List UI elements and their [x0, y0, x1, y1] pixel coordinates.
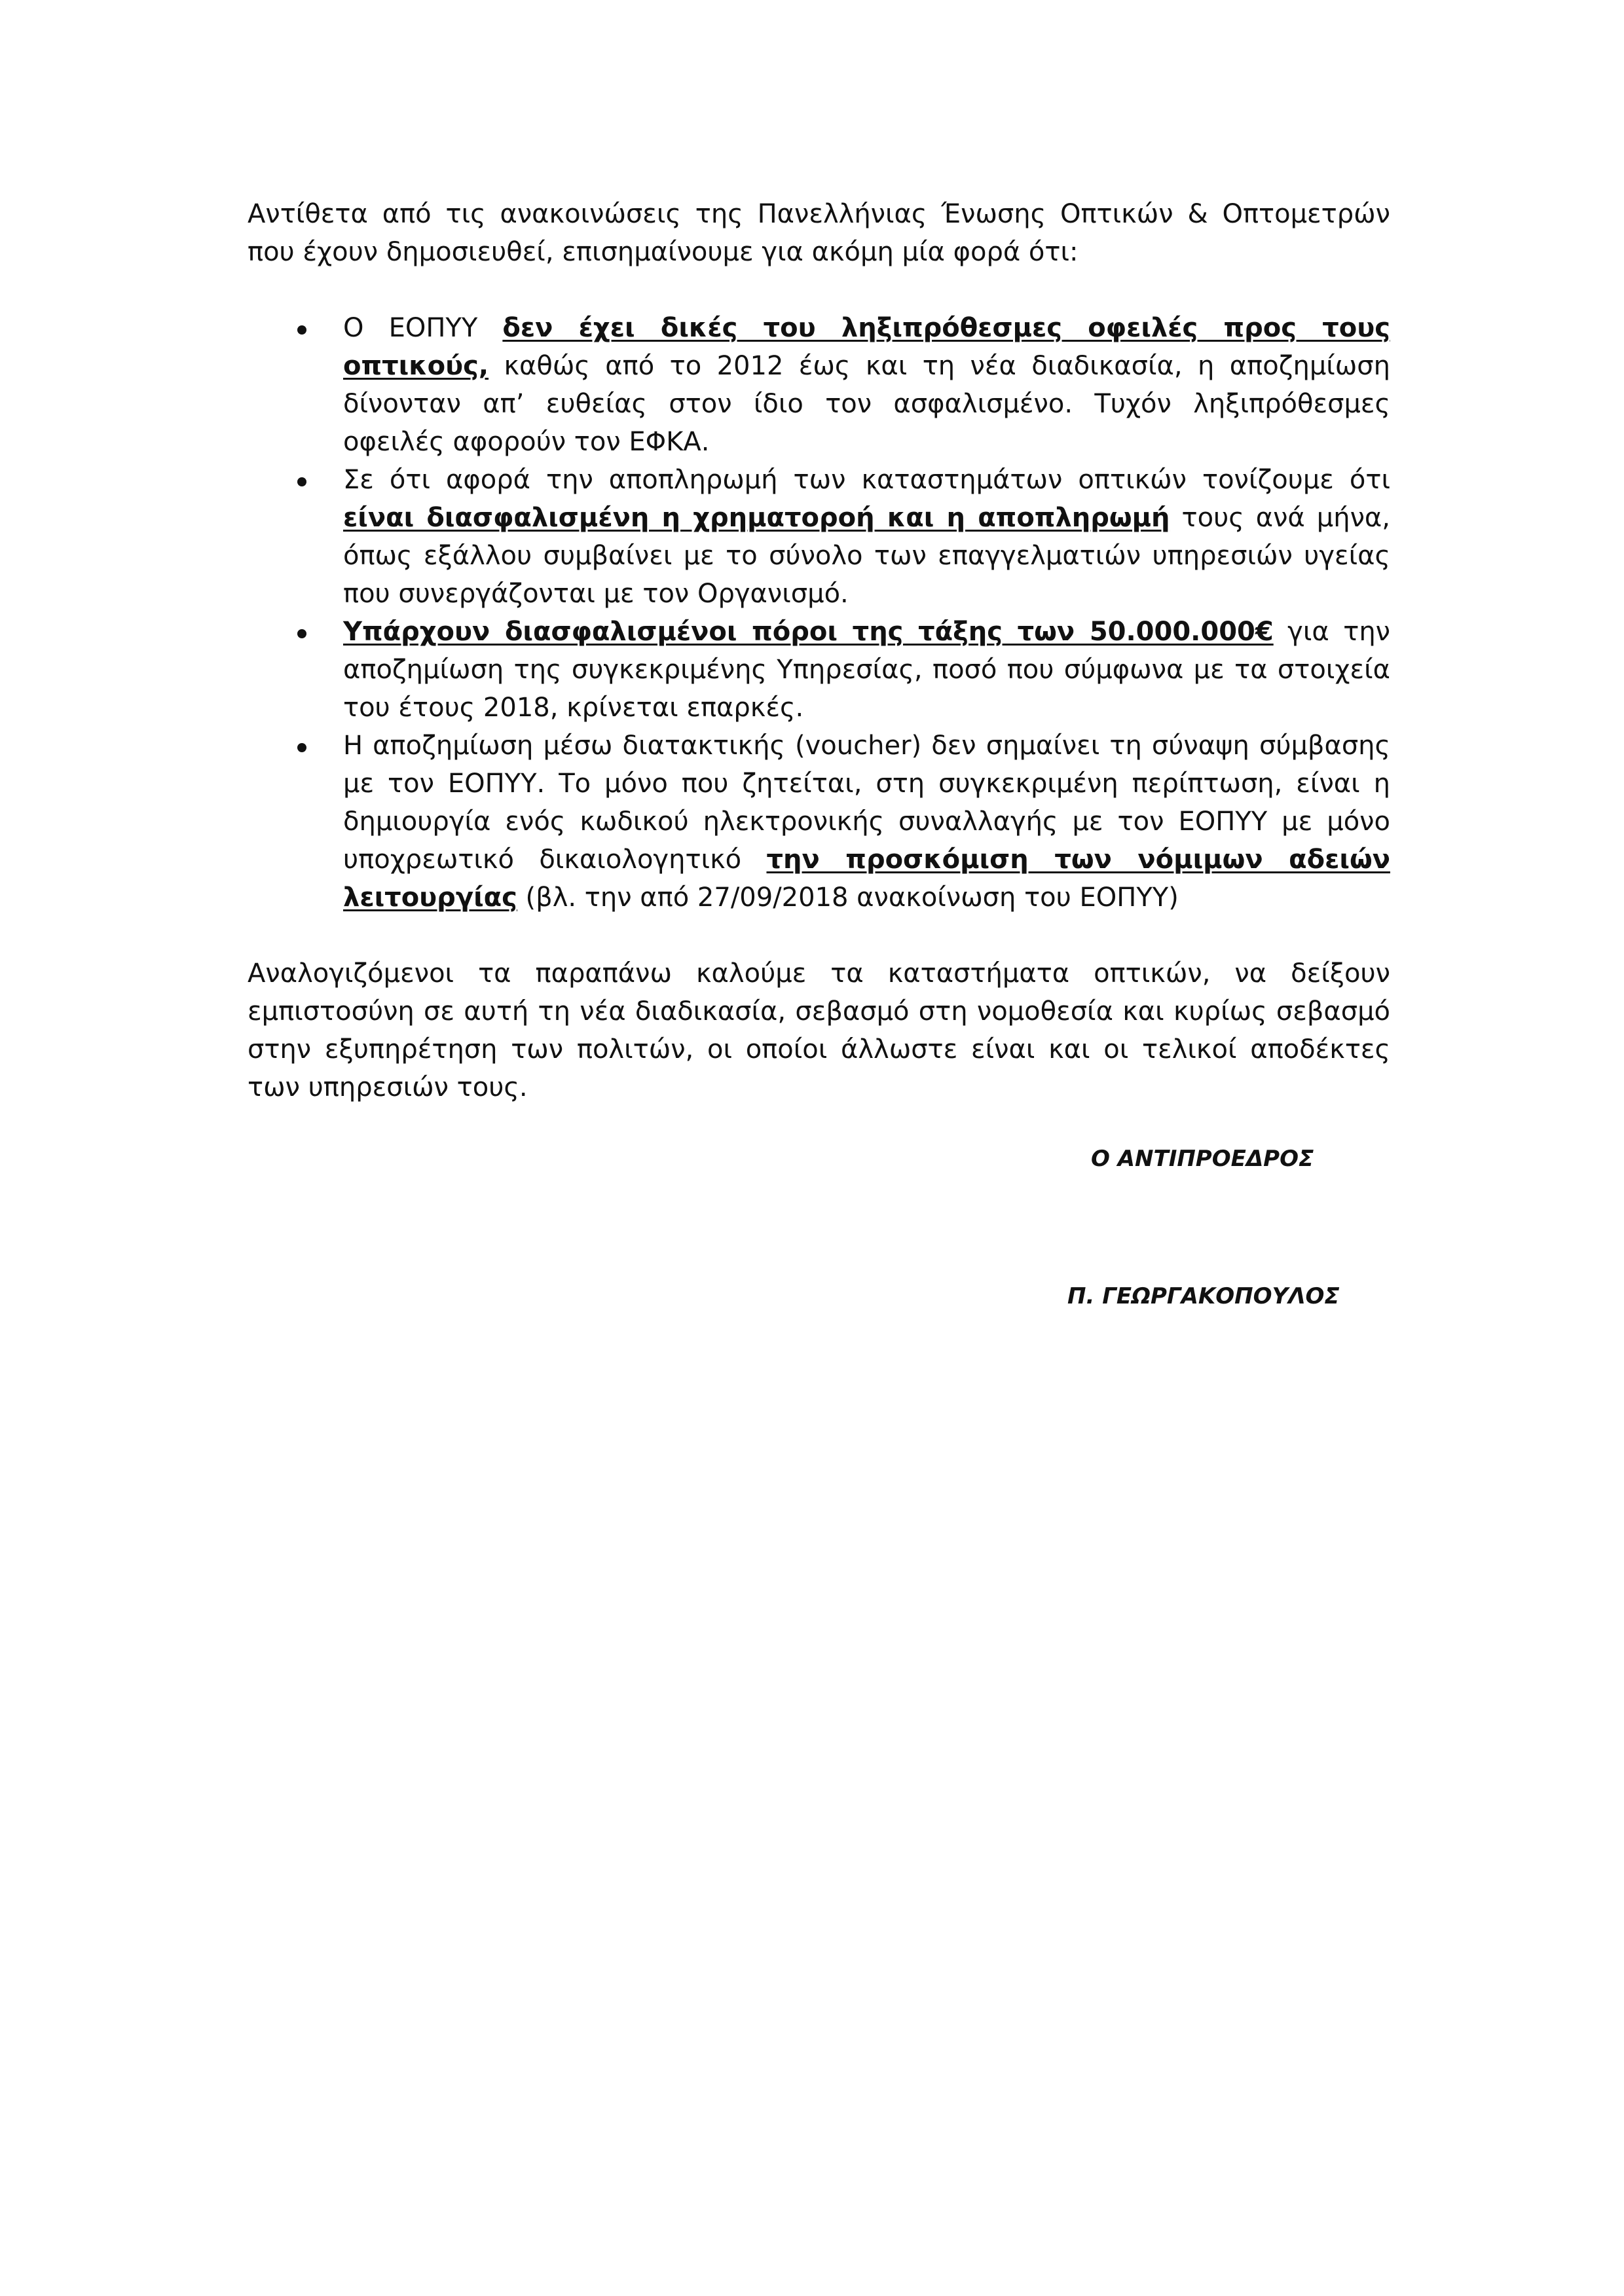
- point-text: τους ανά μήνα, όπως εξάλλου συμβαίνει με το σύνολο των επαγγελματιών υπηρεσιών υγείας που συνεργάζονται με τον Οργανισμό.: [343, 503, 1391, 609]
- point-text: Ο ΕΟΠΥΥ: [343, 313, 503, 343]
- point-emphasis: είναι διασφαλισμένη η χρηματοροή και η αποπληρωμή: [343, 503, 1170, 533]
- signature-name: Π. ΓΕΩΡΓΑΚΟΠΟΥΛΟΣ: [1067, 1283, 1340, 1309]
- signature-title: Ο ΑΝΤΙΠΡΟΕΔΡΟΣ: [1091, 1146, 1314, 1172]
- bullet-icon: [297, 325, 306, 335]
- point-text: καθώς από το 2012 έως και τη νέα διαδικασία, η αποζημίωση δίνονταν απ’ ευθείας στον ίδιο τον ασφαλισμένο. Τυχόν ληξιπρόθεσμες οφειλές αφορούν τον ΕΦΚΑ.: [343, 351, 1390, 457]
- point-text: (βλ. την από 27/09/2018 ανακοίνωση του ΕΟΠΥΥ): [517, 883, 1179, 913]
- point-text: Η αποζημίωση μέσω διατακτικής (voucher) δεν σημαίνει τη σύναψη σύμβασης με τον ΕΟΠΥΥ. Το μόνο που ζητείται, στη συγκεκριμένη περίπτωση, είναι η δημιουργία ενός κωδικού ηλεκτρονικής συναλλαγής με τον ΕΟΠΥΥ με μόνο υποχρεωτικό δικαιολογητικό: [343, 731, 1390, 875]
- closing-paragraph: Αναλογιζόμενοι τα παραπάνω καλούμε τα καταστήματα οπτικών, να δείξουν εμπιστοσύνη σε αυτή τη νέα διαδικασία, σεβασμό στη νομοθεσία και κυρίως σεβασμό στην εξυπηρέτηση των πολιτών, οι οποίοι άλλωστε είναι και οι τελικοί αποδέκτες των υπηρεσιών τους.: [248, 958, 1390, 1102]
- document-body: [248, 195, 1390, 1106]
- bullet-list: [248, 309, 1390, 917]
- bullet-icon: [297, 743, 306, 752]
- bullet-icon: [297, 629, 306, 638]
- list-item: [248, 461, 1390, 613]
- point-emphasis: την προσκόμιση των νόμιμων αδειών λειτουργίας: [343, 845, 1390, 913]
- point-emphasis: δεν έχει δικές του ληξιπρόθεσμες οφειλές προς τους οπτικούς,: [343, 313, 1390, 381]
- point-text: για την αποζημίωση της συγκεκριμένης Υπηρεσίας, ποσό που σύμφωνα με τα στοιχεία του έτους 2018, κρίνεται επαρκές.: [343, 617, 1391, 723]
- list-item: [248, 613, 1390, 727]
- intro-paragraph: Αντίθετα από τις ανακοινώσεις της Πανελλήνιας Ένωσης Οπτικών & Οπτομετρών που έχουν δημοσιευθεί, επισημαίνουμε για ακόμη μία φορά ότι:: [248, 199, 1390, 267]
- point-text: Σε ότι αφορά την αποπληρωμή των καταστημάτων οπτικών τονίζουμε ότι: [343, 465, 1390, 495]
- point-emphasis: Υπάρχουν διασφαλισμένοι πόροι της τάξης των 50.000.000€: [343, 617, 1274, 647]
- list-item: [248, 727, 1390, 917]
- bullet-icon: [297, 477, 306, 486]
- list-item: [248, 309, 1390, 461]
